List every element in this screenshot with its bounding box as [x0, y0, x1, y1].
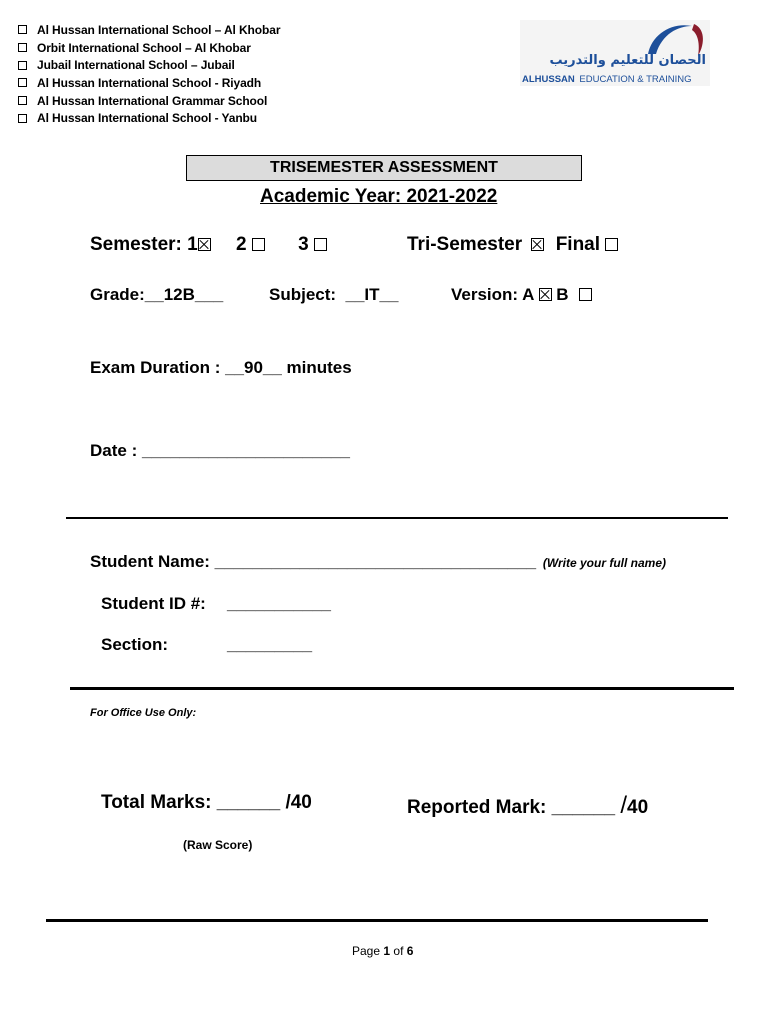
page-indicator	[352, 944, 413, 958]
school-option[interactable]	[18, 74, 280, 92]
section-field[interactable]: _________	[227, 635, 313, 654]
school-label: Al Hussan International School - Yanbu	[37, 111, 258, 126]
version-a-checkbox[interactable]	[539, 288, 552, 301]
tri-semester-checkbox[interactable]	[531, 238, 544, 251]
page-word: Page	[352, 944, 381, 958]
school-label: Al Hussan International School – Al Khobar	[37, 22, 281, 37]
final-checkbox[interactable]	[605, 238, 618, 251]
school-checkbox[interactable]	[18, 114, 27, 123]
student-name-hint: (Write your full name)	[542, 556, 666, 570]
school-label: Jubail International School – Jubail	[37, 58, 235, 73]
semester-3-label: 3	[298, 234, 309, 255]
school-checkbox[interactable]	[18, 25, 27, 34]
office-use-note: For Office Use Only:	[90, 707, 197, 719]
divider-line	[66, 517, 728, 519]
date-field[interactable]: Date : ______________________	[90, 441, 350, 460]
alhussan-logo	[520, 20, 710, 86]
logo-arabic-text: الحصان للتعليم والتدريب	[549, 53, 706, 68]
academic-year: Academic Year: 2021-2022	[260, 186, 498, 207]
semester-1-checkbox[interactable]	[198, 238, 211, 251]
school-option[interactable]	[18, 39, 280, 57]
student-name-field[interactable]: Student Name: __________________________________	[90, 552, 537, 571]
student-id-field[interactable]: ___________	[227, 594, 332, 613]
page-number: 1	[383, 944, 391, 958]
page-total: 6	[406, 944, 414, 958]
version-b-label: B	[556, 285, 569, 304]
semester-row	[90, 234, 327, 256]
version-row	[451, 285, 592, 305]
school-list	[18, 21, 280, 127]
semester-label: Semester: 1	[90, 234, 198, 255]
school-option[interactable]	[18, 92, 280, 110]
svg-text:ALHUSSAN EDUCATION & TRA	[522, 74, 692, 85]
semester-2-checkbox[interactable]	[252, 238, 265, 251]
school-label: Al Hussan International Grammar School	[37, 93, 268, 108]
reported-mark-slash: /	[620, 792, 627, 819]
school-checkbox[interactable]	[18, 96, 27, 105]
school-option[interactable]	[18, 109, 280, 127]
exam-duration: Exam Duration : __90__ minutes	[90, 358, 352, 377]
tri-final-row	[407, 234, 618, 256]
total-marks-field: Total Marks: ______ /40	[101, 792, 312, 813]
assessment-title: TRISEMESTER ASSESSMENT	[186, 155, 582, 181]
raw-score-note: (Raw Score)	[183, 838, 253, 852]
school-option[interactable]	[18, 21, 280, 39]
school-option[interactable]	[18, 56, 280, 74]
grade-field: Grade:__12B___	[90, 285, 224, 304]
section-label: Section:	[101, 635, 169, 654]
semester-3-checkbox[interactable]	[314, 238, 327, 251]
divider-line	[46, 919, 708, 922]
school-checkbox[interactable]	[18, 43, 27, 52]
final-label: Final	[555, 234, 601, 255]
school-label: Al Hussan International School - Riyadh	[37, 75, 262, 90]
logo-brand: ALHUSSAN	[522, 74, 575, 85]
version-b-checkbox[interactable]	[579, 288, 592, 301]
version-a-label: Version: A	[451, 285, 534, 304]
school-checkbox[interactable]	[18, 78, 27, 87]
tri-semester-label: Tri-Semester	[407, 234, 523, 255]
logo-mark-icon	[520, 20, 710, 86]
reported-mark-label: Reported Mark: ______	[407, 797, 621, 818]
student-name-row	[90, 552, 666, 572]
divider-line	[70, 687, 734, 690]
reported-mark-max: 40	[627, 797, 649, 818]
school-checkbox[interactable]	[18, 61, 27, 70]
subject-field: Subject: __IT__	[269, 285, 399, 304]
school-label: Orbit International School – Al Khobar	[37, 40, 251, 55]
reported-mark-row	[407, 792, 648, 820]
logo-tagline: EDUCATION & TRAINING	[579, 74, 692, 85]
student-id-label: Student ID #:	[101, 594, 206, 613]
semester-2-label: 2	[236, 234, 247, 255]
of-word: of	[393, 944, 404, 958]
